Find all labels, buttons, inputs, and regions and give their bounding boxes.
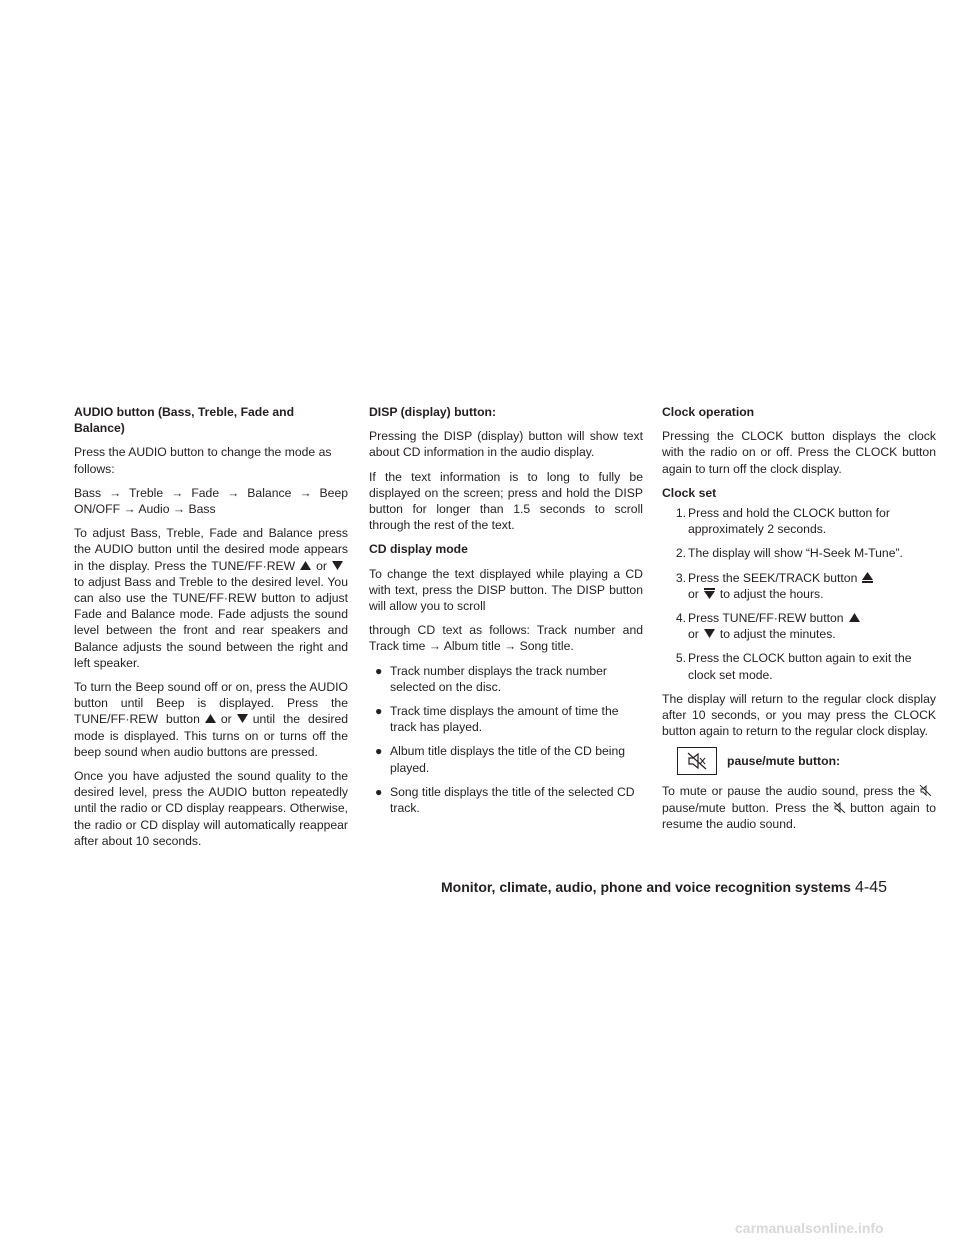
list-item-text: Track time displays the amount of time the track has played. [390,704,619,735]
bullet-icon: ● [375,663,383,678]
triangle-up-icon [299,559,312,570]
mute-icon [677,747,717,775]
list-item [369,663,643,695]
page-footer [441,879,946,897]
step-text: or [688,586,699,601]
paragraph: To change the text displayed while playing a CD with text, press the DISP button. The DISP button will allow you to scroll [369,566,643,614]
list-item-text: Track number displays the track number selected on the disc. [390,663,607,694]
triangle-up-icon [848,611,861,622]
list-item [369,743,643,775]
column-clock [662,404,936,840]
column-disp [369,404,643,824]
text: button again to resume the audio sound. [662,800,936,831]
paragraph: Bass → Treble → Fade → Balance → Beep ON/OFF → Audio → Bass [74,485,348,517]
step-number: 1. [675,506,686,521]
list-item [662,650,936,682]
list-item [662,545,936,561]
mute-heading-row [662,747,936,775]
paragraph: through CD text as follows: Track number and Track time → Album title → Song title. [369,623,643,654]
section-title: Monitor, climate, audio, phone and voice recognition systems [441,879,851,895]
list-item-text: Album title displays the title of the CD being played. [390,744,626,775]
watermark: carmanualsonline.info [735,1220,884,1236]
column-audio [74,404,348,857]
bullet-icon: ● [375,784,383,799]
text: To adjust Bass, Treble, Fade and Balance press the AUDIO button until the desired mode appears in the display. Press the TUNE/FF·REW [74,526,348,573]
paragraph: The display will return to the regular clock display after 10 seconds, or you may press the CLOCK button again to return to the regular clock display. [662,691,936,739]
step-text: Press the SEEK/TRACK button [688,570,858,585]
step-text: to adjust the hours. [719,586,824,601]
bullet-icon: ● [375,704,383,719]
step-number: 5. [675,651,686,666]
step-text: Press the CLOCK button again to exit the clock set mode. [688,651,912,682]
clock-set-heading: Clock set [662,485,717,500]
triangle-down-icon [331,559,344,570]
step-text: Press and hold the CLOCK button for approximately 2 seconds. [688,506,890,537]
paragraph [662,783,936,832]
text: until the desired mode is displayed. This turns on or turns off the beep sound when audio buttons are pressed. [74,712,349,759]
mute-icon [833,801,846,812]
text: pause/mute button. Press the [662,800,830,815]
text: or [220,712,232,727]
paragraph [74,525,348,671]
triangle-down-icon [236,712,249,723]
text: To turn the Beep sound off or on, press the AUDIO button until Beep is displayed. Press the TUNE/FF·REW button [74,680,348,727]
step-text: Press TUNE/FF·REW button [688,611,844,626]
step-text: or [688,627,699,642]
page-number: 4-45 [854,879,887,896]
audio-heading: AUDIO button (Bass, Treble, Fade and Balance) [74,405,295,436]
triangle-up-icon [204,712,217,723]
clock-heading: Clock operation [662,405,755,419]
list-item-text: Song title displays the title of the selected CD track. [390,784,635,816]
list-item [369,784,643,816]
text: To mute or pause the audio sound, press the [662,784,915,799]
step-number: 4. [675,611,686,626]
paragraph: If the text information is to long to fully be displayed on the screen; press and hold the DISP button for longer than 1.5 seconds to scroll through the rest of the text. [369,469,643,533]
text: to adjust Bass and Treble to the desired level. You can also use the TUNE/FF·REW button to adjust Fade and Balance mode. Fade adjusts the sound level between the front and rear speakers and Balance adjusts the sound between the right and left speaker. [74,574,348,670]
paragraph: Once you have adjusted the sound quality to the desired level, press the AUDIO button repeatedly until the radio or CD display reappears. Otherwise, the radio or CD display will automatically reappear after about 10 seconds. [74,769,348,848]
paragraph: Pressing the DISP (display) button will show text about CD information in the audio display. [369,429,643,460]
mute-icon [919,784,932,795]
list-item [662,570,936,602]
step-number: 3. [675,570,686,585]
step-text: to adjust the minutes. [719,627,836,642]
list-item [662,505,936,537]
disp-heading: DISP (display) button: [369,405,497,419]
triangle-down-icon [703,627,716,638]
cd-display-heading: CD display mode [369,542,468,557]
paragraph [74,679,348,760]
step-text: The display will show “H-Seek M-Tune”. [688,546,903,561]
paragraph: Pressing the CLOCK button displays the clock with the radio on or off. Press the CLOCK button again to turn off the clock display. [662,429,936,476]
list-item [369,703,643,735]
list-item [662,610,936,642]
text: or [316,558,327,573]
seek-down-icon [703,587,716,598]
seek-up-icon [861,571,874,582]
paragraph: Press the AUDIO button to change the mode as follows: [74,445,332,476]
bullet-icon: ● [375,744,383,759]
mute-heading: pause/mute button: [727,754,841,769]
step-number: 2. [675,546,686,561]
